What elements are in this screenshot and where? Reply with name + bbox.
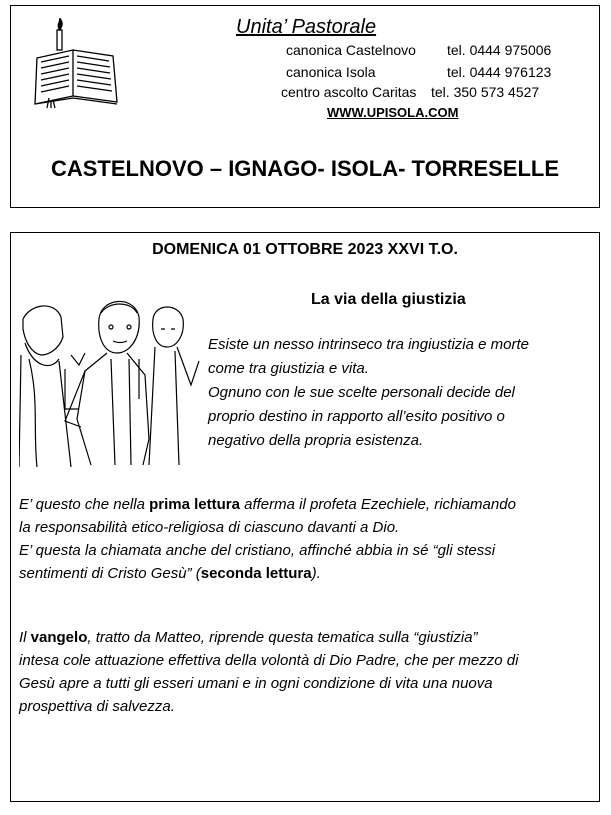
first-reading-label: prima lettura xyxy=(149,496,240,513)
contact-phone-caritas: tel. 350 573 4527 xyxy=(431,84,540,100)
paragraph-line xyxy=(19,626,594,649)
contact-label-isola: canonica Isola xyxy=(286,64,376,80)
text-run: , tratto da Matteo, riprende questa tematica sulla “giustizia” xyxy=(87,629,478,646)
unita-pastorale-title: Unita’ Pastorale xyxy=(236,16,377,38)
intro-line: come tra giustizia e vita. xyxy=(208,360,369,377)
text-run: E’ questo che nella xyxy=(19,496,150,513)
text-run: sentimenti di Cristo Gesù” ( xyxy=(19,565,201,582)
gospel-label: vangelo xyxy=(30,629,88,646)
contact-label-caritas: centro ascolto Caritas xyxy=(281,84,417,100)
intro-paragraph xyxy=(208,333,588,453)
readings-paragraph xyxy=(19,493,594,585)
intro-line: proprio destino in rapporto all’esito positivo o xyxy=(208,408,505,425)
intro-line: Ognuno con le sue scelte personali decide del xyxy=(208,384,515,401)
contact-phone-isola: tel. 0444 976123 xyxy=(447,64,552,80)
text-run: afferma il profeta Ezechiele, richiamando xyxy=(239,496,516,513)
text-run: ). xyxy=(311,565,321,582)
date-line: DOMENICA 01 OTTOBRE 2023 XXVI T.O. xyxy=(152,241,458,258)
gospel-paragraph xyxy=(19,626,594,718)
paragraph-line xyxy=(19,493,594,516)
article-title: La via della giustizia xyxy=(311,291,466,308)
open-book-candle-icon xyxy=(29,18,121,110)
paragraph-line: Gesù apre a tutti gli esseri umani e in ogni condizione di vita una nuova xyxy=(19,675,493,692)
main-box xyxy=(10,232,600,802)
website-link[interactable]: WWW.UPISOLA.COM xyxy=(327,105,459,120)
paragraph-line: E’ questa la chiamata anche del cristiano, affinché abbia in sé “gli stessi xyxy=(19,542,496,559)
gospel-illustration xyxy=(19,289,201,467)
contact-label-castelnovo: canonica Castelnovo xyxy=(286,42,416,58)
towns-heading: CASTELNOVO – IGNAGO- ISOLA- TORRESELLE xyxy=(50,156,560,181)
intro-line: Esiste un nesso intrinseco tra ingiustizia e morte xyxy=(208,336,529,353)
paragraph-line: prospettiva di salvezza. xyxy=(19,698,175,715)
paragraph-line xyxy=(19,562,594,585)
intro-line: negativo della propria esistenza. xyxy=(208,432,424,449)
paragraph-line: intesa cole attuazione effettiva della volontà di Dio Padre, che per mezzo di xyxy=(19,652,519,669)
paragraph-line: la responsabilità etico-religiosa di ciascuno davanti a Dio. xyxy=(19,519,400,536)
second-reading-label: seconda lettura xyxy=(200,565,312,582)
text-run: Il xyxy=(19,629,31,646)
header-box xyxy=(10,5,600,208)
contact-phone-castelnovo: tel. 0444 975006 xyxy=(447,42,552,58)
